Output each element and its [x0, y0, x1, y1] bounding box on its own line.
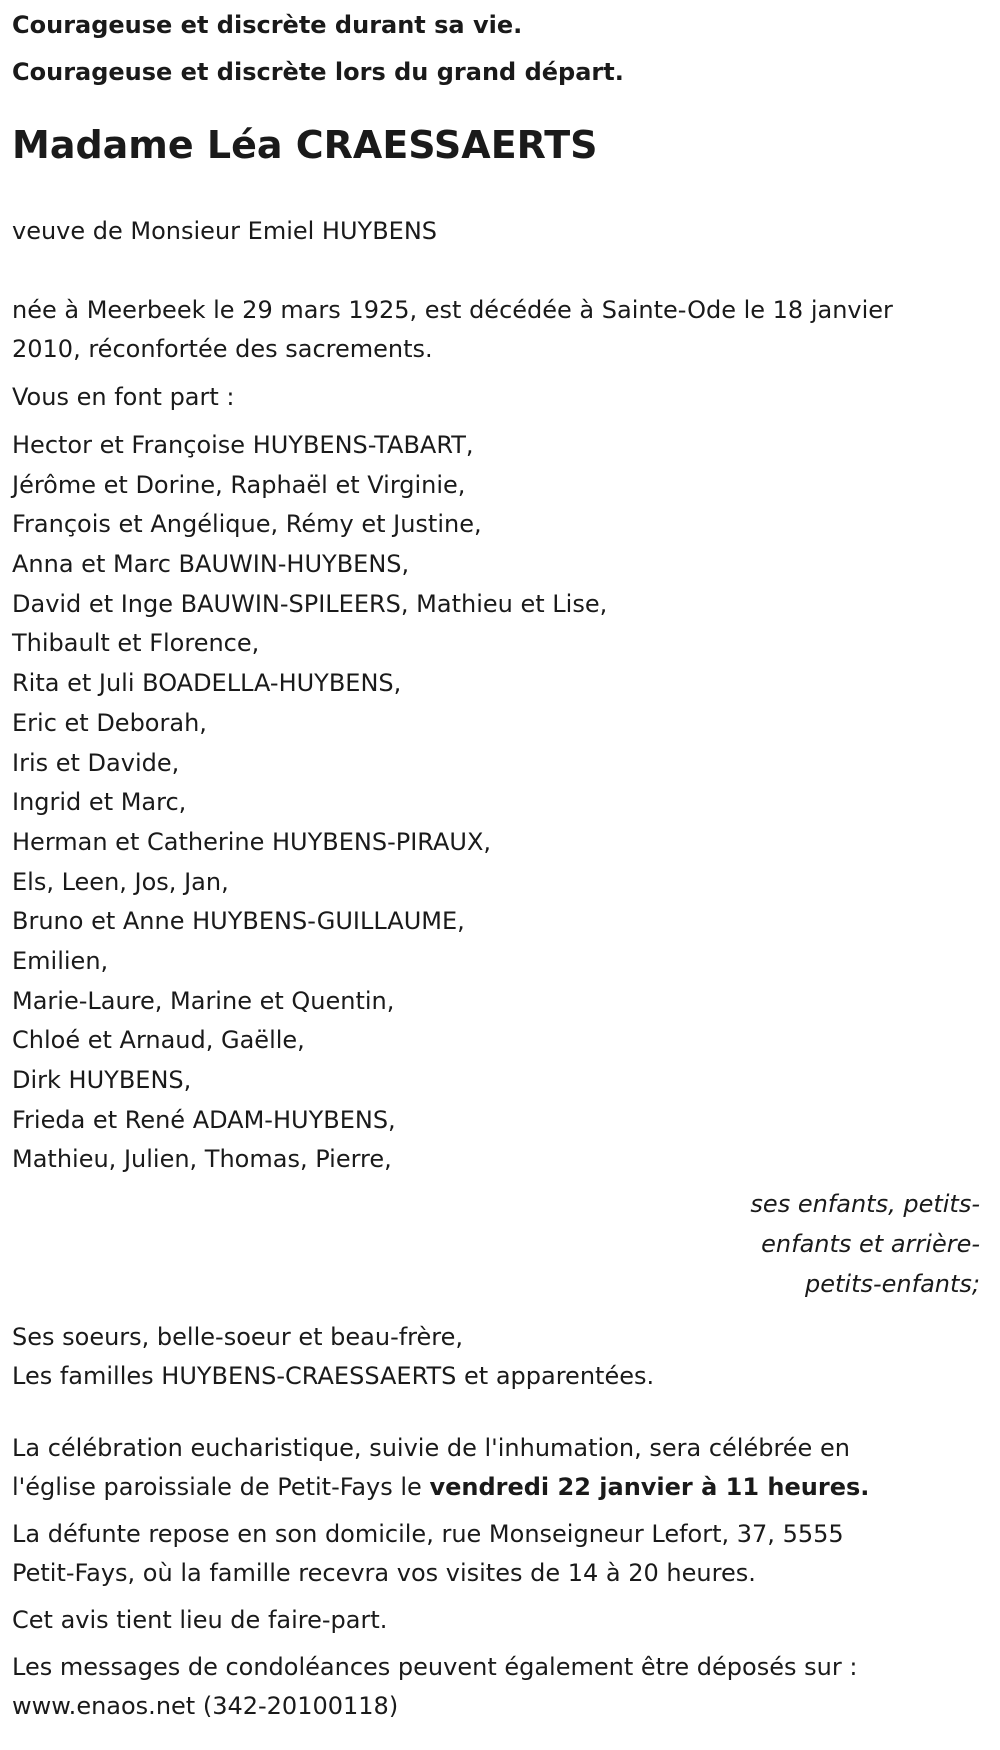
epigraph	[12, 2, 988, 96]
condolences-line-2: www.enaos.net (342-20100118)	[12, 1692, 399, 1721]
condolences-line-1: Les messages de condoléances peuvent également être déposés sur :	[12, 1653, 858, 1682]
ceremony-location: l'église paroissiale de Petit-Fays le	[12, 1473, 430, 1502]
biography-line-2: 2010, réconfortée des sacrements.	[12, 335, 433, 363]
family-member-line: Rita et Juli BOADELLA-HUYBENS,	[12, 669, 402, 698]
condolences-info	[12, 1648, 988, 1726]
deceased-name: Madame Léa CRAESSAERTS	[12, 123, 598, 167]
family-member-line: Hector et Françoise HUYBENS-TABART,	[12, 431, 474, 459]
epigraph-line-2: Courageuse et discrète lors du grand départ.	[12, 58, 624, 86]
other-relatives	[12, 1318, 988, 1396]
family-member-line: Mathieu, Julien, Thomas, Pierre,	[12, 1145, 392, 1174]
relationship-note	[635, 1184, 988, 1304]
family-member-line: Anna et Marc BAUWIN-HUYBENS,	[12, 550, 410, 579]
family-member-line: Iris et Davide,	[12, 748, 180, 777]
epigraph-line-1: Courageuse et discrète durant sa vie.	[12, 11, 523, 39]
biography-line-1: née à Meerbeek le 29 mars 1925, est décédée à Sainte-Ode le 18 janvier	[12, 296, 893, 324]
family-member-line: Bruno et Anne HUYBENS-GUILLAUME,	[12, 907, 465, 936]
family-member-line: Els, Leen, Jos, Jan,	[12, 867, 229, 896]
family-member-line: Herman et Catherine HUYBENS-PIRAUX,	[12, 827, 492, 856]
relationship-line-3: petits-enfants;	[805, 1270, 980, 1299]
other-relatives-line-1: Ses soeurs, belle-soeur et beau-frère,	[12, 1323, 464, 1352]
family-member-line: Thibault et Florence,	[12, 629, 260, 658]
obituary-notice	[0, 2, 1000, 1750]
family-member-line: Emilien,	[12, 946, 109, 975]
family-member-line: Dirk HUYBENS,	[12, 1066, 192, 1094]
family-member-line: François et Angélique, Rémy et Justine,	[12, 510, 482, 539]
announcement-intro: Vous en font part :	[12, 383, 235, 411]
family-member-line: Jérôme et Dorine, Raphaël et Virginie,	[12, 470, 466, 499]
ceremony-line-2	[12, 1468, 988, 1507]
ceremony-date-time: vendredi 22 janvier à 11 heures.	[429, 1473, 870, 1502]
repose-line-1: La défunte repose en son domicile, rue Monseigneur Lefort, 37, 5555	[12, 1520, 844, 1549]
repose-details	[12, 1515, 988, 1593]
family-member-line: Eric et Deborah,	[12, 708, 207, 737]
ceremony-line-1: La célébration eucharistique, suivie de l'inhumation, sera célébrée en	[12, 1434, 850, 1463]
family-member-line: David et Inge BAUWIN-SPILEERS, Mathieu et Lise,	[12, 589, 608, 618]
family-list	[12, 426, 988, 1180]
biography	[12, 291, 988, 369]
notice-statement: Cet avis tient lieu de faire-part.	[12, 1606, 388, 1635]
repose-line-2: Petit-Fays, où la famille recevra vos visites de 14 à 20 heures.	[12, 1559, 756, 1588]
family-member-line: Frieda et René ADAM-HUYBENS,	[12, 1105, 396, 1134]
relationship-line-2: enfants et arrière-	[761, 1230, 980, 1259]
family-member-line: Chloé et Arnaud, Gaëlle,	[12, 1026, 305, 1055]
widow-of: veuve de Monsieur Emiel HUYBENS	[12, 217, 438, 245]
other-relatives-line-2: Les familles HUYBENS-CRAESSAERTS et apparentées.	[12, 1362, 655, 1391]
ceremony-details	[12, 1429, 988, 1507]
family-member-line: Marie-Laure, Marine et Quentin,	[12, 986, 395, 1015]
relationship-line-1: ses enfants, petits-	[750, 1190, 980, 1219]
family-member-line: Ingrid et Marc,	[12, 788, 187, 817]
